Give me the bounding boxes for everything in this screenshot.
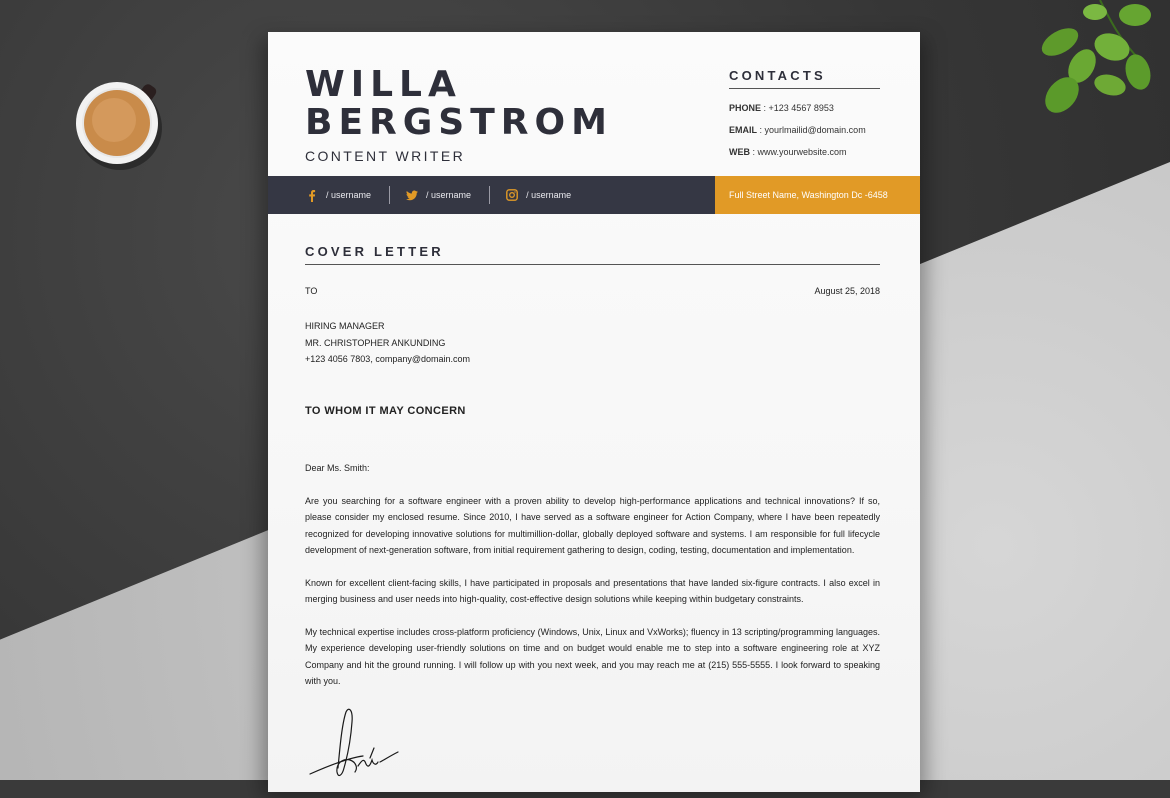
web-value: : www.yourwebsite.com (752, 147, 847, 157)
facebook-icon (306, 189, 318, 201)
recipient-contact: +123 4056 7803, company@domain.com (305, 354, 470, 364)
name-block (305, 66, 613, 164)
email-label: EMAIL (729, 125, 757, 135)
last-name: BERGSTROM (305, 102, 613, 143)
facebook-handle: / username (326, 190, 372, 200)
twitter-icon (406, 189, 418, 201)
twitter-handle: / username (426, 190, 472, 200)
first-name: WILLA (305, 64, 462, 105)
email-row (729, 125, 880, 135)
contacts-block (729, 68, 880, 157)
job-title: CONTENT WRITER (305, 148, 466, 164)
to-label: TO (305, 286, 318, 296)
signature-icon (308, 706, 403, 781)
paragraph-1: Are you searching for a software engineer with a proven ability to develop high-performance applications and technical innovations? If so, please consider my enclosed resume. Since 2010, I have served as a software engineer for Action Company, where I have been repeatedly recognized for developing innovative solutions for multimillion-dollar, globally deployed software and systems. I am responsible for full lifecycle development of next-generation software, from initial requirement gathering to design, coding, testing, documentation and implementation. (305, 496, 880, 556)
phone-row (729, 103, 880, 113)
letter-subject: TO WHOM IT MAY CONCERN (305, 405, 466, 417)
letter-date: August 25, 2018 (814, 286, 880, 296)
letter-body (305, 493, 880, 706)
coffee-cup-icon (76, 82, 176, 172)
cover-letter-heading: COVER LETTER (305, 244, 880, 265)
address-text: Full Street Name, Washington Dc -6458 (729, 190, 888, 200)
social-facebook (268, 189, 389, 201)
phone-label: PHONE (729, 103, 762, 113)
paragraph-2: Known for excellent client-facing skills, I have participated in proposals and presentations that have landed six-figure contracts. I also excel in merging business and user needs into high-quality, cost-effective design solutions while keeping within budgetary constraints. (305, 577, 880, 605)
web-label: WEB (729, 147, 750, 157)
web-row (729, 147, 880, 157)
address-bar (715, 176, 920, 214)
social-twitter (389, 186, 489, 204)
paragraph-3: My technical expertise includes cross-platform proficiency (Windows, Unix, Linux and VxWorks); fluency in 13 scripting/programming languages. My experience developing user-friendly solutions on time and on budget would enable me to step into a software engineering role at XYZ Company and hit the ground running. I will follow up with you next week, and you may reach me at (215) 555-5555. I look forward to speaking with you. (305, 626, 880, 687)
social-instagram (489, 186, 589, 204)
plant-leaves-icon (1040, 0, 1170, 125)
phone-value: : +123 4567 8953 (763, 103, 834, 113)
recipient-name: MR. CHRISTOPHER ANKUNDING (305, 337, 446, 348)
email-value: : yourlmailid@domain.com (759, 125, 866, 135)
instagram-icon (506, 189, 518, 201)
social-bar (268, 176, 715, 214)
contacts-heading: CONTACTS (729, 68, 880, 89)
salutation: Dear Ms. Smith: (305, 463, 370, 473)
recipient-title: HIRING MANAGER (305, 321, 385, 331)
recipient-block (305, 318, 470, 368)
cover-letter-page (268, 32, 920, 792)
instagram-handle: / username (526, 190, 572, 200)
